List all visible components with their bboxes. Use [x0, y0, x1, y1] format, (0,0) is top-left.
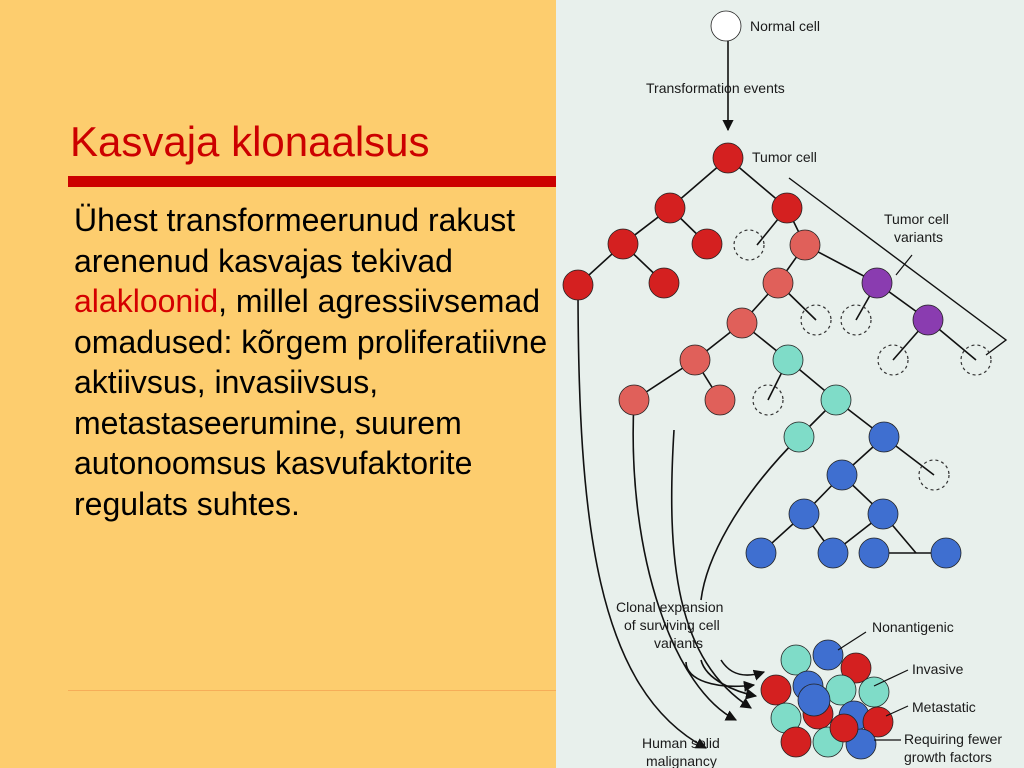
tumor-cell: [563, 270, 593, 300]
normal-cell: [711, 11, 741, 41]
label-nonantigenic: Nonantigenic: [872, 619, 954, 635]
label-solid-1: Human solid: [642, 735, 720, 751]
teal-variant-cell: [821, 385, 851, 415]
slide-title: Kasvaja klonaalsus: [70, 118, 430, 165]
label-fewer-2: growth factors: [904, 749, 992, 765]
body-text-start: Ühest transformeerunud rakust arenenud kasvajas tekivad: [74, 202, 516, 279]
label-variants-1: Tumor cell: [884, 211, 949, 227]
variant-cell: [790, 230, 820, 260]
label-clonal-1: Clonal expansion: [616, 599, 724, 615]
label-transformation-events: Transformation events: [646, 80, 785, 96]
clonal-evolution-figure: [556, 0, 1024, 768]
blue-variant-cell: [869, 422, 899, 452]
label-fewer-1: Requiring fewer: [904, 731, 1003, 747]
tumor-cell: [713, 143, 743, 173]
variant-cell: [619, 385, 649, 415]
tumor-mass: [761, 640, 893, 759]
body-text-end: , millel agressiivsemad omadused: kõrgem proliferatiivne aktiivsus, invasiivsus, metastaseerumine, suurem autonoomsus kasvufaktorite regulats suhtes.: [74, 283, 548, 522]
title-divider: [68, 176, 560, 187]
variant-cell: [763, 268, 793, 298]
blue-variant-cell: [931, 538, 961, 568]
tumor-cell: [608, 229, 638, 259]
blue-variant-cell: [818, 538, 848, 568]
label-variants-2: variants: [894, 229, 944, 245]
purple-variant-cell: [862, 268, 892, 298]
tumor-cell: [655, 193, 685, 223]
label-metastatic: Metastatic: [912, 699, 976, 715]
label-normal-cell: Normal cell: [750, 18, 821, 34]
tumor-cell: [692, 229, 722, 259]
highlight-term: alakloonid: [74, 283, 219, 319]
teal-variant-cell: [784, 422, 814, 452]
variants-bracket: [789, 178, 1006, 355]
blue-variant-cell: [827, 460, 857, 490]
teal-variant-cell: [773, 345, 803, 375]
dead-cell: [734, 230, 764, 260]
label-solid-2: malignancy: [646, 753, 717, 768]
footer-divider: [68, 690, 560, 691]
label-tumor-cell: Tumor cell: [752, 149, 817, 165]
blue-variant-cell: [868, 499, 898, 529]
tumor-cell: [772, 193, 802, 223]
purple-variant-cell: [913, 305, 943, 335]
variant-cell: [727, 308, 757, 338]
blue-variant-cell: [746, 538, 776, 568]
variants-pointer: [896, 255, 912, 275]
variant-cell: [705, 385, 735, 415]
label-clonal-2: of surviving cell: [624, 617, 720, 633]
variant-cell: [680, 345, 710, 375]
tumor-cell: [649, 268, 679, 298]
body-paragraph: [74, 200, 564, 524]
label-clonal-3: variants: [654, 635, 704, 651]
label-invasive: Invasive: [912, 661, 964, 677]
clonal-evolution-diagram: [556, 0, 1024, 768]
blue-variant-cell: [789, 499, 819, 529]
blue-variant-cell: [859, 538, 889, 568]
